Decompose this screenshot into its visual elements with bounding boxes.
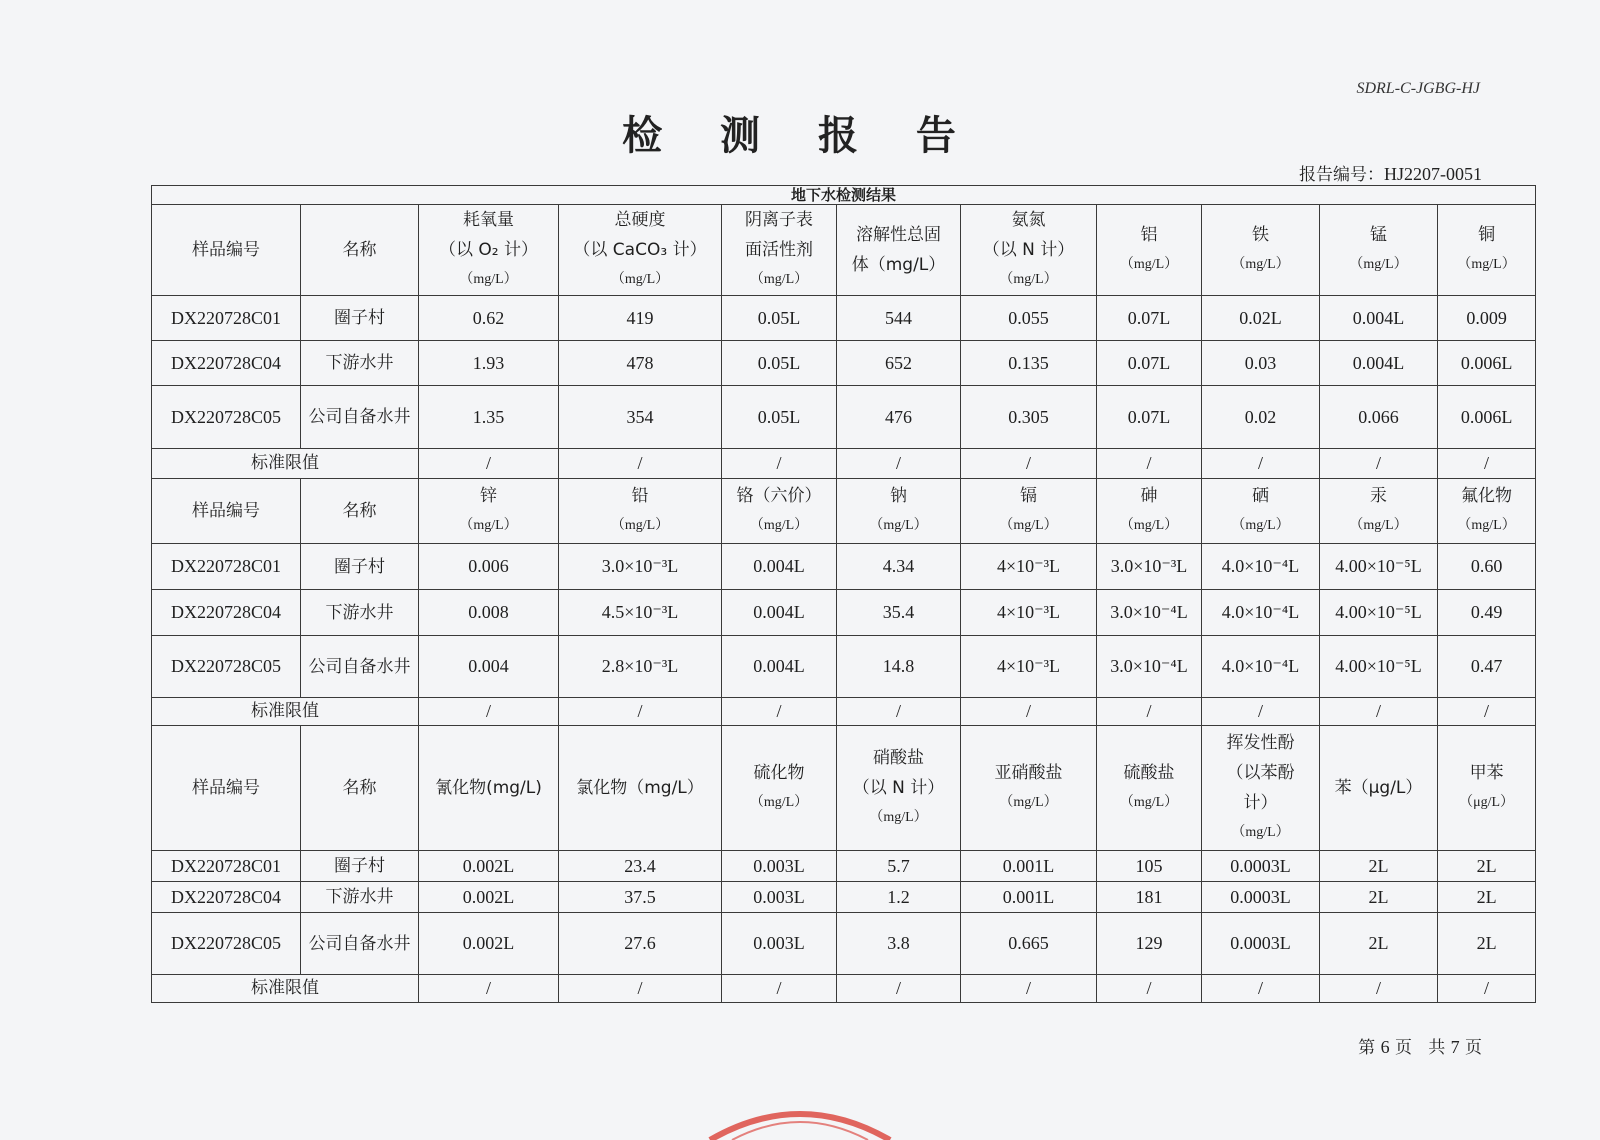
sample-id: DX220728C05 bbox=[152, 386, 301, 449]
limit-value: / bbox=[419, 975, 559, 1003]
sample-id: DX220728C05 bbox=[152, 636, 301, 698]
result-value: 37.5 bbox=[559, 882, 722, 913]
result-value: 0.07L bbox=[1097, 386, 1202, 449]
table-title: 地下水检测结果 bbox=[152, 186, 1536, 205]
limit-value: / bbox=[559, 698, 722, 726]
result-value: 4.5×10⁻³L bbox=[559, 590, 722, 636]
sample-id-header: 样品编号 bbox=[152, 479, 301, 544]
parameter-label: 氯化物（mg/L） bbox=[576, 778, 704, 798]
parameter-header bbox=[837, 479, 961, 544]
parameter-unit: （mg/L） bbox=[1231, 257, 1290, 272]
limit-value: / bbox=[1202, 449, 1320, 479]
parameter-header bbox=[419, 205, 559, 296]
sample-name: 圈子村 bbox=[301, 296, 419, 341]
table-row bbox=[152, 636, 1536, 698]
result-value: 0.07L bbox=[1097, 296, 1202, 341]
limit-row bbox=[152, 698, 1536, 726]
limit-label: 标准限值 bbox=[152, 975, 419, 1003]
result-value: 0.004L bbox=[722, 590, 837, 636]
parameter-label: （以 N 计） bbox=[852, 778, 945, 798]
result-value: 105 bbox=[1097, 851, 1202, 882]
parameter-unit: （mg/L） bbox=[459, 272, 518, 287]
parameter-unit: （μg/L） bbox=[1459, 795, 1515, 810]
result-value: 129 bbox=[1097, 913, 1202, 975]
result-value: 0.003L bbox=[722, 882, 837, 913]
header-row bbox=[152, 479, 1536, 544]
parameter-header bbox=[722, 726, 837, 851]
page-label-unit: 页 bbox=[1394, 1038, 1412, 1058]
report-title: 检 测 报 告 bbox=[622, 113, 978, 159]
result-value: 0.004L bbox=[722, 544, 837, 590]
groundwater-results-table bbox=[151, 185, 1536, 1003]
result-value: 0.006L bbox=[1438, 341, 1536, 386]
result-value: 23.4 bbox=[559, 851, 722, 882]
limit-value: / bbox=[837, 449, 961, 479]
result-value: 419 bbox=[559, 296, 722, 341]
parameter-unit: （mg/L） bbox=[1349, 257, 1408, 272]
result-value: 2L bbox=[1438, 882, 1536, 913]
table-row bbox=[152, 882, 1536, 913]
parameter-label: 汞 bbox=[1370, 486, 1387, 506]
table-row bbox=[152, 913, 1536, 975]
parameter-label: 铅 bbox=[631, 486, 649, 506]
result-value: 0.135 bbox=[961, 341, 1097, 386]
limit-value: / bbox=[1202, 975, 1320, 1003]
page-total-prefix: 共 bbox=[1428, 1038, 1446, 1058]
limit-value: / bbox=[1320, 698, 1438, 726]
parameter-unit: （mg/L） bbox=[610, 518, 670, 533]
result-value: 0.001L bbox=[961, 851, 1097, 882]
sample-name: 下游水井 bbox=[301, 590, 419, 636]
parameter-header bbox=[559, 726, 722, 851]
parameter-label: 铜 bbox=[1478, 225, 1496, 245]
limit-value: / bbox=[961, 449, 1097, 479]
result-value: 0.003L bbox=[722, 913, 837, 975]
result-value: 0.05L bbox=[722, 296, 837, 341]
result-value: 0.001L bbox=[961, 882, 1097, 913]
result-value: 0.62 bbox=[419, 296, 559, 341]
parameter-header bbox=[1320, 479, 1438, 544]
result-value: 0.066 bbox=[1320, 386, 1438, 449]
parameter-header bbox=[1097, 205, 1202, 296]
result-value: 2L bbox=[1320, 913, 1438, 975]
sample-name: 圈子村 bbox=[301, 544, 419, 590]
parameter-label: 硒 bbox=[1252, 486, 1269, 506]
header-row bbox=[152, 205, 1536, 296]
result-value: 14.8 bbox=[837, 636, 961, 698]
parameter-label: 溶解性总固 bbox=[856, 225, 941, 245]
parameter-header bbox=[1202, 205, 1320, 296]
parameter-label: 镉 bbox=[1020, 486, 1037, 506]
table-row bbox=[152, 851, 1536, 882]
result-value: 5.7 bbox=[837, 851, 961, 882]
result-value: 0.003L bbox=[722, 851, 837, 882]
limit-value: / bbox=[1097, 449, 1202, 479]
parameter-header bbox=[1097, 726, 1202, 851]
name-header: 名称 bbox=[301, 205, 419, 296]
limit-row bbox=[152, 449, 1536, 479]
parameter-unit: （mg/L） bbox=[1457, 257, 1516, 272]
limit-value: / bbox=[1438, 975, 1536, 1003]
result-value: 0.008 bbox=[419, 590, 559, 636]
limit-value: / bbox=[559, 449, 722, 479]
parameter-header bbox=[559, 479, 722, 544]
parameter-label: 氨氮 bbox=[1011, 210, 1046, 230]
result-value: 0.02L bbox=[1202, 296, 1320, 341]
parameter-header bbox=[1438, 726, 1536, 851]
parameter-label: 亚硝酸盐 bbox=[994, 763, 1063, 783]
result-value: 0.055 bbox=[961, 296, 1097, 341]
result-value: 0.07L bbox=[1097, 341, 1202, 386]
parameter-unit: （mg/L） bbox=[1457, 518, 1516, 533]
result-value: 4.00×10⁻⁵L bbox=[1320, 590, 1438, 636]
limit-value: / bbox=[1097, 698, 1202, 726]
parameter-label: 锌 bbox=[480, 486, 497, 506]
parameter-header bbox=[419, 479, 559, 544]
parameter-label: 面活性剂 bbox=[745, 240, 813, 260]
result-value: 0.0003L bbox=[1202, 882, 1320, 913]
limit-row bbox=[152, 975, 1536, 1003]
sample-id-header: 样品编号 bbox=[152, 205, 301, 296]
report-number-value: HJ2207-0051 bbox=[1384, 164, 1482, 184]
parameter-header bbox=[1320, 726, 1438, 851]
result-value: 4.0×10⁻⁴L bbox=[1202, 636, 1320, 698]
parameter-label: （以 CaCO₃ 计） bbox=[573, 240, 707, 260]
limit-value: / bbox=[722, 449, 837, 479]
result-value: 3.0×10⁻³L bbox=[559, 544, 722, 590]
parameter-label: 铁 bbox=[1252, 225, 1269, 245]
document-code: SDRL-C-JGBG-HJ bbox=[1356, 80, 1480, 97]
limit-value: / bbox=[837, 975, 961, 1003]
page-current: 6 bbox=[1380, 1037, 1390, 1057]
parameter-label: 耗氧量 bbox=[463, 210, 514, 230]
result-value: 0.665 bbox=[961, 913, 1097, 975]
result-value: 544 bbox=[837, 296, 961, 341]
report-number-label: 报告编号： bbox=[1299, 165, 1384, 185]
result-value: 4.00×10⁻⁵L bbox=[1320, 636, 1438, 698]
result-value: 476 bbox=[837, 386, 961, 449]
limit-value: / bbox=[722, 975, 837, 1003]
result-value: 4×10⁻³L bbox=[961, 544, 1097, 590]
limit-value: / bbox=[419, 698, 559, 726]
result-value: 4.34 bbox=[837, 544, 961, 590]
parameter-label: 锰 bbox=[1370, 225, 1387, 245]
parameter-unit: （mg/L） bbox=[999, 795, 1058, 810]
parameter-unit: （mg/L） bbox=[610, 272, 670, 287]
sample-id: DX220728C01 bbox=[152, 851, 301, 882]
parameter-unit: （mg/L） bbox=[1231, 825, 1290, 840]
sample-id: DX220728C04 bbox=[152, 341, 301, 386]
official-seal-icon bbox=[700, 1098, 900, 1140]
table-row bbox=[152, 296, 1536, 341]
limit-value: / bbox=[961, 975, 1097, 1003]
parameter-label: （以 O₂ 计） bbox=[438, 240, 538, 260]
parameter-label: （以苯酚 bbox=[1226, 763, 1295, 783]
parameter-header bbox=[1320, 205, 1438, 296]
result-value: 4.0×10⁻⁴L bbox=[1202, 544, 1320, 590]
sample-name: 公司自备水井 bbox=[301, 386, 419, 449]
sample-name: 公司自备水井 bbox=[301, 913, 419, 975]
page-total: 7 bbox=[1450, 1037, 1460, 1057]
limit-value: / bbox=[559, 975, 722, 1003]
parameter-header bbox=[722, 205, 837, 296]
parameter-unit: （mg/L） bbox=[1119, 257, 1179, 272]
parameter-header bbox=[961, 479, 1097, 544]
result-value: 0.0003L bbox=[1202, 851, 1320, 882]
parameter-unit: （mg/L） bbox=[749, 518, 809, 533]
result-value: 27.6 bbox=[559, 913, 722, 975]
result-value: 0.05L bbox=[722, 386, 837, 449]
result-value: 2.8×10⁻³L bbox=[559, 636, 722, 698]
result-value: 4×10⁻³L bbox=[961, 636, 1097, 698]
parameter-unit: （mg/L） bbox=[869, 810, 928, 825]
sample-id: DX220728C01 bbox=[152, 544, 301, 590]
parameter-header bbox=[1438, 479, 1536, 544]
result-value: 0.002L bbox=[419, 882, 559, 913]
sample-name: 圈子村 bbox=[301, 851, 419, 882]
parameter-label: 氰化物(mg/L) bbox=[435, 778, 542, 798]
parameter-header bbox=[1202, 726, 1320, 851]
result-value: 478 bbox=[559, 341, 722, 386]
parameter-unit: （mg/L） bbox=[999, 272, 1058, 287]
parameter-label: 铬（六价） bbox=[736, 486, 822, 506]
result-value: 3.0×10⁻⁴L bbox=[1097, 590, 1202, 636]
result-value: 1.2 bbox=[837, 882, 961, 913]
parameter-label: 总硬度 bbox=[614, 210, 666, 230]
parameter-label: 钠 bbox=[890, 486, 907, 506]
parameter-unit: （mg/L） bbox=[749, 272, 809, 287]
result-value: 0.305 bbox=[961, 386, 1097, 449]
parameter-unit: （mg/L） bbox=[749, 795, 809, 810]
result-value: 0.47 bbox=[1438, 636, 1536, 698]
page-total-unit: 页 bbox=[1465, 1038, 1482, 1058]
sample-id: DX220728C04 bbox=[152, 590, 301, 636]
result-value: 2L bbox=[1320, 882, 1438, 913]
parameter-unit: （mg/L） bbox=[1349, 518, 1408, 533]
parameter-label: 氟化物 bbox=[1461, 486, 1513, 506]
result-value: 0.002L bbox=[419, 851, 559, 882]
parameter-label: 阴离子表 bbox=[745, 210, 813, 230]
header-row bbox=[152, 726, 1536, 851]
limit-value: / bbox=[1097, 975, 1202, 1003]
parameter-unit: （mg/L） bbox=[1231, 518, 1290, 533]
result-value: 2L bbox=[1320, 851, 1438, 882]
parameter-unit: （mg/L） bbox=[1119, 795, 1179, 810]
parameter-label: 铝 bbox=[1140, 225, 1158, 245]
limit-value: / bbox=[961, 698, 1097, 726]
result-value: 4.00×10⁻⁵L bbox=[1320, 544, 1438, 590]
parameter-header bbox=[1438, 205, 1536, 296]
name-header: 名称 bbox=[301, 479, 419, 544]
parameter-header bbox=[961, 726, 1097, 851]
result-value: 1.35 bbox=[419, 386, 559, 449]
parameter-unit: （mg/L） bbox=[869, 518, 928, 533]
page-number bbox=[1250, 1033, 1482, 1058]
parameter-label: 挥发性酚 bbox=[1226, 733, 1295, 753]
parameter-label: 体（mg/L） bbox=[851, 255, 946, 275]
result-value: 2L bbox=[1438, 913, 1536, 975]
parameter-header bbox=[722, 479, 837, 544]
parameter-header bbox=[559, 205, 722, 296]
result-value: 3.8 bbox=[837, 913, 961, 975]
parameter-label: 计） bbox=[1243, 793, 1278, 813]
limit-label: 标准限值 bbox=[152, 698, 419, 726]
sample-id: DX220728C01 bbox=[152, 296, 301, 341]
result-value: 3.0×10⁻³L bbox=[1097, 544, 1202, 590]
limit-value: / bbox=[1438, 698, 1536, 726]
limit-value: / bbox=[1438, 449, 1536, 479]
sample-name: 公司自备水井 bbox=[301, 636, 419, 698]
limit-value: / bbox=[1202, 698, 1320, 726]
table-row bbox=[152, 544, 1536, 590]
result-value: 0.02 bbox=[1202, 386, 1320, 449]
sample-id-header: 样品编号 bbox=[152, 726, 301, 851]
parameter-header bbox=[837, 726, 961, 851]
parameter-unit: （mg/L） bbox=[999, 518, 1058, 533]
result-value: 652 bbox=[837, 341, 961, 386]
result-value: 0.004 bbox=[419, 636, 559, 698]
limit-label: 标准限值 bbox=[152, 449, 419, 479]
report-number bbox=[1150, 160, 1482, 185]
result-value: 3.0×10⁻⁴L bbox=[1097, 636, 1202, 698]
result-value: 4.0×10⁻⁴L bbox=[1202, 590, 1320, 636]
result-value: 0.03 bbox=[1202, 341, 1320, 386]
parameter-label: 苯（μg/L） bbox=[1334, 778, 1423, 798]
parameter-unit: （mg/L） bbox=[1119, 518, 1179, 533]
parameter-header bbox=[837, 205, 961, 296]
name-header: 名称 bbox=[301, 726, 419, 851]
table-row bbox=[152, 386, 1536, 449]
limit-value: / bbox=[1320, 449, 1438, 479]
parameter-header bbox=[1202, 479, 1320, 544]
parameter-unit: （mg/L） bbox=[459, 518, 518, 533]
result-value: 0.49 bbox=[1438, 590, 1536, 636]
limit-value: / bbox=[722, 698, 837, 726]
result-value: 354 bbox=[559, 386, 722, 449]
result-value: 0.004L bbox=[1320, 296, 1438, 341]
limit-value: / bbox=[837, 698, 961, 726]
parameter-label: （以 N 计） bbox=[982, 240, 1075, 260]
parameter-label: 砷 bbox=[1140, 486, 1158, 506]
page-label-prefix: 第 bbox=[1358, 1038, 1376, 1058]
result-value: 4×10⁻³L bbox=[961, 590, 1097, 636]
parameter-header bbox=[961, 205, 1097, 296]
result-value: 0.004L bbox=[1320, 341, 1438, 386]
parameter-label: 甲苯 bbox=[1469, 763, 1504, 783]
result-value: 0.05L bbox=[722, 341, 837, 386]
result-value: 0.006 bbox=[419, 544, 559, 590]
result-value: 0.006L bbox=[1438, 386, 1536, 449]
limit-value: / bbox=[1320, 975, 1438, 1003]
table-row bbox=[152, 341, 1536, 386]
result-value: 0.002L bbox=[419, 913, 559, 975]
result-value: 0.004L bbox=[722, 636, 837, 698]
parameter-label: 硝酸盐 bbox=[873, 748, 924, 768]
result-value: 181 bbox=[1097, 882, 1202, 913]
parameter-label: 硫化物 bbox=[753, 763, 805, 783]
limit-value: / bbox=[419, 449, 559, 479]
sample-name: 下游水井 bbox=[301, 882, 419, 913]
result-value: 1.93 bbox=[419, 341, 559, 386]
parameter-header bbox=[1097, 479, 1202, 544]
table-row bbox=[152, 590, 1536, 636]
result-value: 35.4 bbox=[837, 590, 961, 636]
result-value: 0.60 bbox=[1438, 544, 1536, 590]
result-value: 2L bbox=[1438, 851, 1536, 882]
sample-id: DX220728C04 bbox=[152, 882, 301, 913]
result-value: 0.009 bbox=[1438, 296, 1536, 341]
parameter-header bbox=[419, 726, 559, 851]
sample-name: 下游水井 bbox=[301, 341, 419, 386]
sample-id: DX220728C05 bbox=[152, 913, 301, 975]
result-value: 0.0003L bbox=[1202, 913, 1320, 975]
parameter-label: 硫酸盐 bbox=[1123, 763, 1175, 783]
